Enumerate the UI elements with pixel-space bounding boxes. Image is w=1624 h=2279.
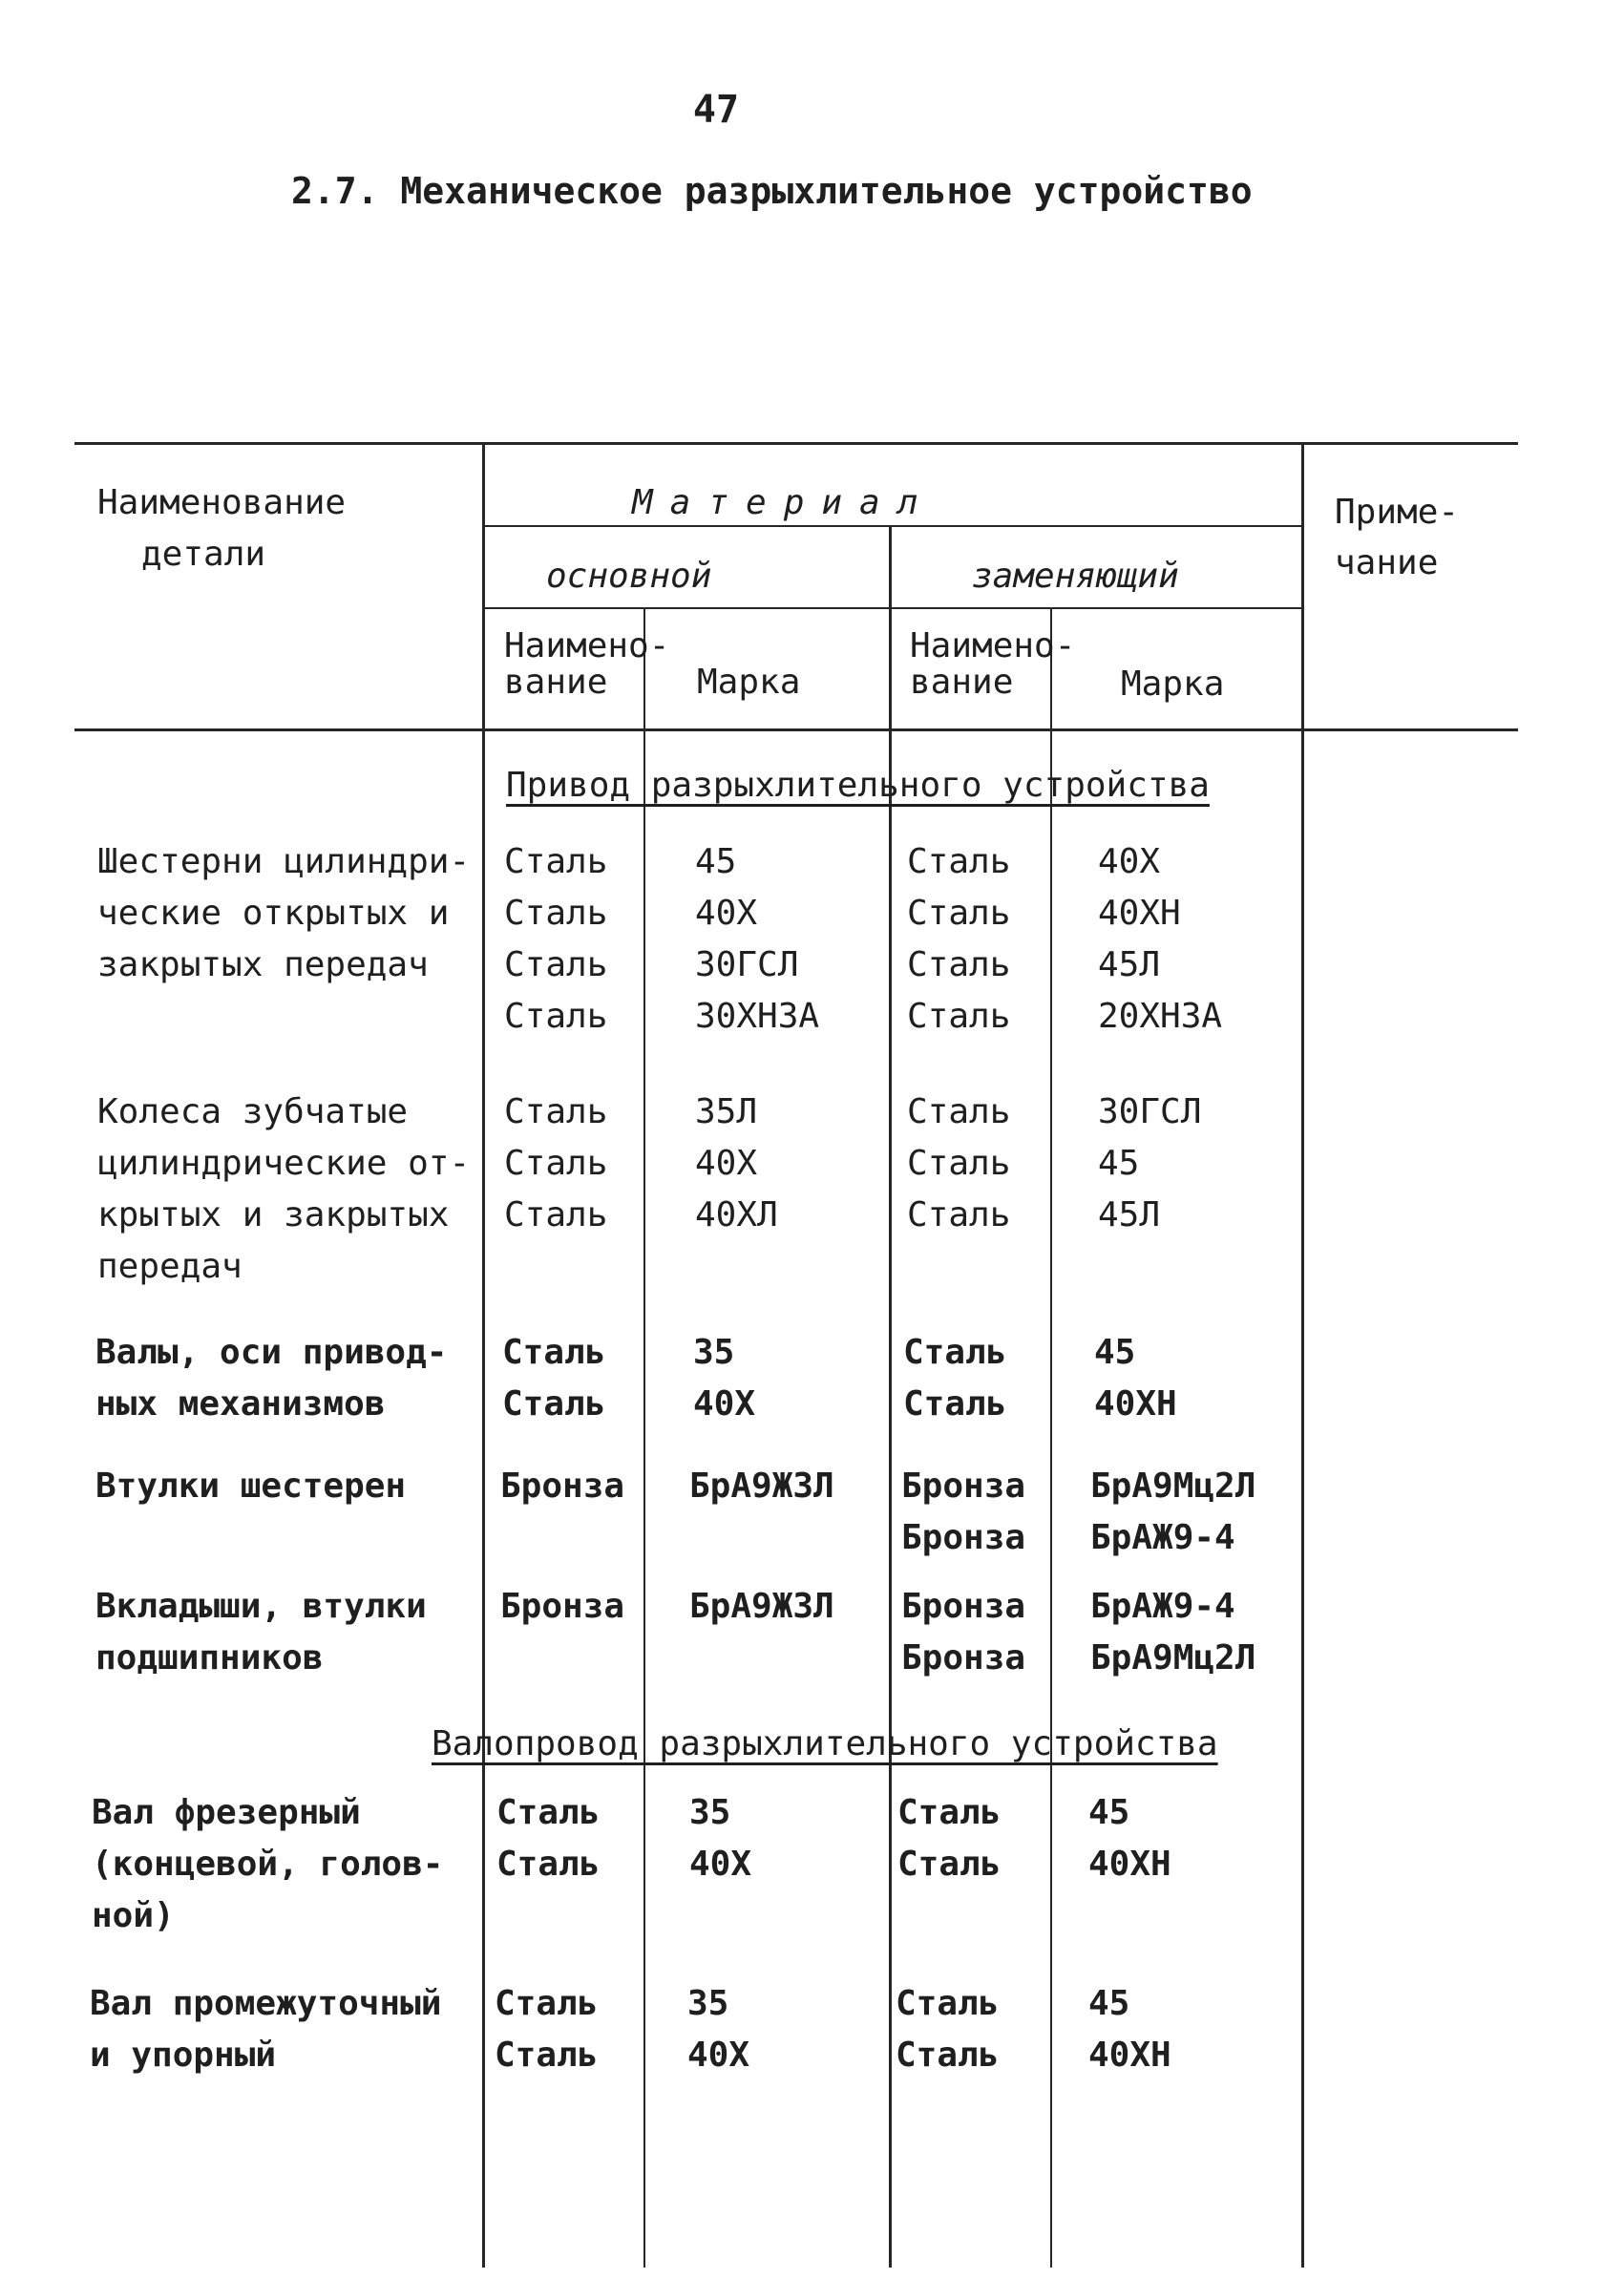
primary-material-grade: 40Х — [695, 894, 758, 933]
page-number: 47 — [692, 88, 740, 132]
part-name: Втулки шестерен — [95, 1467, 407, 1506]
part-name: ных механизмов — [95, 1384, 386, 1424]
substitute-material-grade: 45 — [1088, 1793, 1130, 1832]
substitute-material-grade: 45Л — [1098, 945, 1161, 984]
primary-material-grade: 40Х — [693, 1384, 756, 1424]
header-note-line1: Приме- — [1335, 493, 1460, 532]
header-substitute-name-line1: Наимено- — [910, 626, 1076, 665]
primary-material-name: Бронза — [500, 1587, 625, 1626]
substitute-material-grade: 40Х — [1098, 842, 1161, 881]
primary-material-grade: 35 — [689, 1793, 731, 1832]
header-part-name-line2: детали — [141, 535, 266, 574]
substitute-material-name: Сталь — [907, 842, 1011, 881]
header-note-line2: чание — [1335, 543, 1439, 582]
part-name: закрытых передач — [97, 945, 429, 984]
primary-material-grade: 30ХН3А — [695, 997, 820, 1036]
substitute-material-grade: 40ХН — [1088, 2036, 1171, 2075]
part-name: Валы, оси привод- — [95, 1333, 448, 1372]
part-name: цилиндрические от- — [97, 1144, 471, 1183]
primary-material-name: Сталь — [504, 1092, 608, 1131]
header-primary: основной — [546, 557, 712, 596]
substitute-material-grade: 40ХН — [1094, 1384, 1177, 1424]
substitute-material-grade: 30ГСЛ — [1098, 1092, 1202, 1131]
substitute-material-name: Сталь — [907, 1092, 1011, 1131]
primary-material-name: Сталь — [502, 1333, 606, 1372]
substitute-material-name: Сталь — [907, 945, 1011, 984]
primary-material-name: Сталь — [504, 1195, 608, 1234]
part-name: Вал фрезерный — [92, 1793, 361, 1832]
primary-material-name: Сталь — [504, 842, 608, 881]
substitute-material-name: Сталь — [903, 1333, 1007, 1372]
substitute-material-name: Сталь — [896, 2036, 1000, 2075]
col-divider-substitute-grade — [1050, 607, 1052, 2268]
primary-material-grade: 35 — [693, 1333, 735, 1372]
substitute-material-name: Сталь — [897, 1793, 1002, 1832]
substitute-material-grade: 45 — [1094, 1333, 1136, 1372]
primary-material-name: Сталь — [504, 997, 608, 1036]
primary-material-name: Сталь — [502, 1384, 606, 1424]
substitute-material-name: Сталь — [907, 997, 1011, 1036]
header-material: Материал — [632, 483, 936, 522]
part-name: и упорный — [90, 2036, 277, 2075]
subheader-rule — [483, 607, 1302, 609]
substitute-material-grade: 45 — [1098, 1144, 1140, 1183]
part-name: (концевой, голов- — [92, 1845, 444, 1884]
part-name: Вал промежуточный — [90, 1984, 442, 2023]
substitute-material-grade: 40ХН — [1088, 1845, 1171, 1884]
part-name: ной) — [92, 1896, 175, 1935]
primary-material-grade: 35 — [687, 1984, 729, 2023]
section-title-shaft-line: Валопровод разрыхлительного устройства — [432, 1724, 1218, 1763]
primary-material-grade: 45 — [695, 842, 737, 881]
part-name: Колеса зубчатые — [97, 1092, 409, 1131]
substitute-material-name: Сталь — [896, 1984, 1000, 2023]
substitute-material-name: Сталь — [907, 1195, 1011, 1234]
col-divider-note — [1301, 442, 1304, 2268]
substitute-material-grade: 45Л — [1098, 1195, 1161, 1234]
substitute-material-name: Бронза — [901, 1518, 1026, 1557]
part-name: передач — [97, 1247, 243, 1286]
header-substitute-name-line2: вание — [910, 663, 1014, 702]
section-title: 2.7. Механическое разрыхлительное устройство — [291, 170, 1253, 212]
primary-material-grade: 30ГСЛ — [695, 945, 799, 984]
col-divider-part — [482, 442, 485, 2268]
part-name: Шестерни цилиндри- — [97, 842, 471, 881]
substitute-material-grade: 40ХН — [1098, 894, 1181, 933]
primary-material-grade: БрА9Ж3Л — [689, 1467, 834, 1506]
primary-material-name: Сталь — [495, 1984, 599, 2023]
primary-material-name: Сталь — [495, 2036, 599, 2075]
substitute-material-grade: БрА9Мц2Л — [1090, 1638, 1256, 1678]
primary-material-name: Сталь — [504, 945, 608, 984]
substitute-material-name: Сталь — [903, 1384, 1007, 1424]
primary-material-grade: 35Л — [695, 1092, 758, 1131]
primary-material-grade: БрА9Ж3Л — [689, 1587, 834, 1626]
header-substitute-grade: Марка — [1121, 665, 1225, 704]
primary-material-name: Сталь — [504, 1144, 608, 1183]
substitute-material-grade: БрАЖ9-4 — [1090, 1518, 1235, 1557]
part-name: крытых и закрытых — [97, 1195, 450, 1234]
primary-material-grade: 40ХЛ — [695, 1195, 778, 1234]
substitute-material-grade: 45 — [1088, 1984, 1130, 2023]
substitute-material-name: Сталь — [907, 1144, 1011, 1183]
substitute-material-grade: БрАЖ9-4 — [1090, 1587, 1235, 1626]
part-name: ческие открытых и — [97, 894, 450, 933]
substitute-material-grade: БрА9Мц2Л — [1090, 1467, 1256, 1506]
header-primary-grade: Марка — [697, 663, 801, 702]
primary-material-grade: 40Х — [689, 1845, 752, 1884]
substitute-material-name: Бронза — [901, 1467, 1026, 1506]
substitute-material-grade: 20ХН3А — [1098, 997, 1223, 1036]
primary-material-grade: 40Х — [695, 1144, 758, 1183]
part-name: Вкладыши, втулки — [95, 1587, 427, 1626]
col-divider-primary-grade — [643, 607, 645, 2268]
substitute-material-name: Бронза — [901, 1587, 1026, 1626]
header-substitute: заменяющий — [972, 557, 1179, 596]
header-primary-name-line1: Наимено- — [504, 626, 670, 665]
part-name: подшипников — [95, 1638, 324, 1678]
primary-material-name: Бронза — [500, 1467, 625, 1506]
header-primary-name-line2: вание — [504, 663, 608, 702]
primary-material-name: Сталь — [504, 894, 608, 933]
header-part-name-line1: Наименование — [97, 483, 347, 522]
primary-material-name: Сталь — [496, 1793, 601, 1832]
substitute-material-name: Сталь — [897, 1845, 1002, 1884]
substitute-material-name: Сталь — [907, 894, 1011, 933]
primary-material-name: Сталь — [496, 1845, 601, 1884]
section-title-drive: Привод разрыхлительного устройства — [506, 766, 1210, 805]
substitute-material-name: Бронза — [901, 1638, 1026, 1678]
primary-material-grade: 40Х — [687, 2036, 750, 2075]
